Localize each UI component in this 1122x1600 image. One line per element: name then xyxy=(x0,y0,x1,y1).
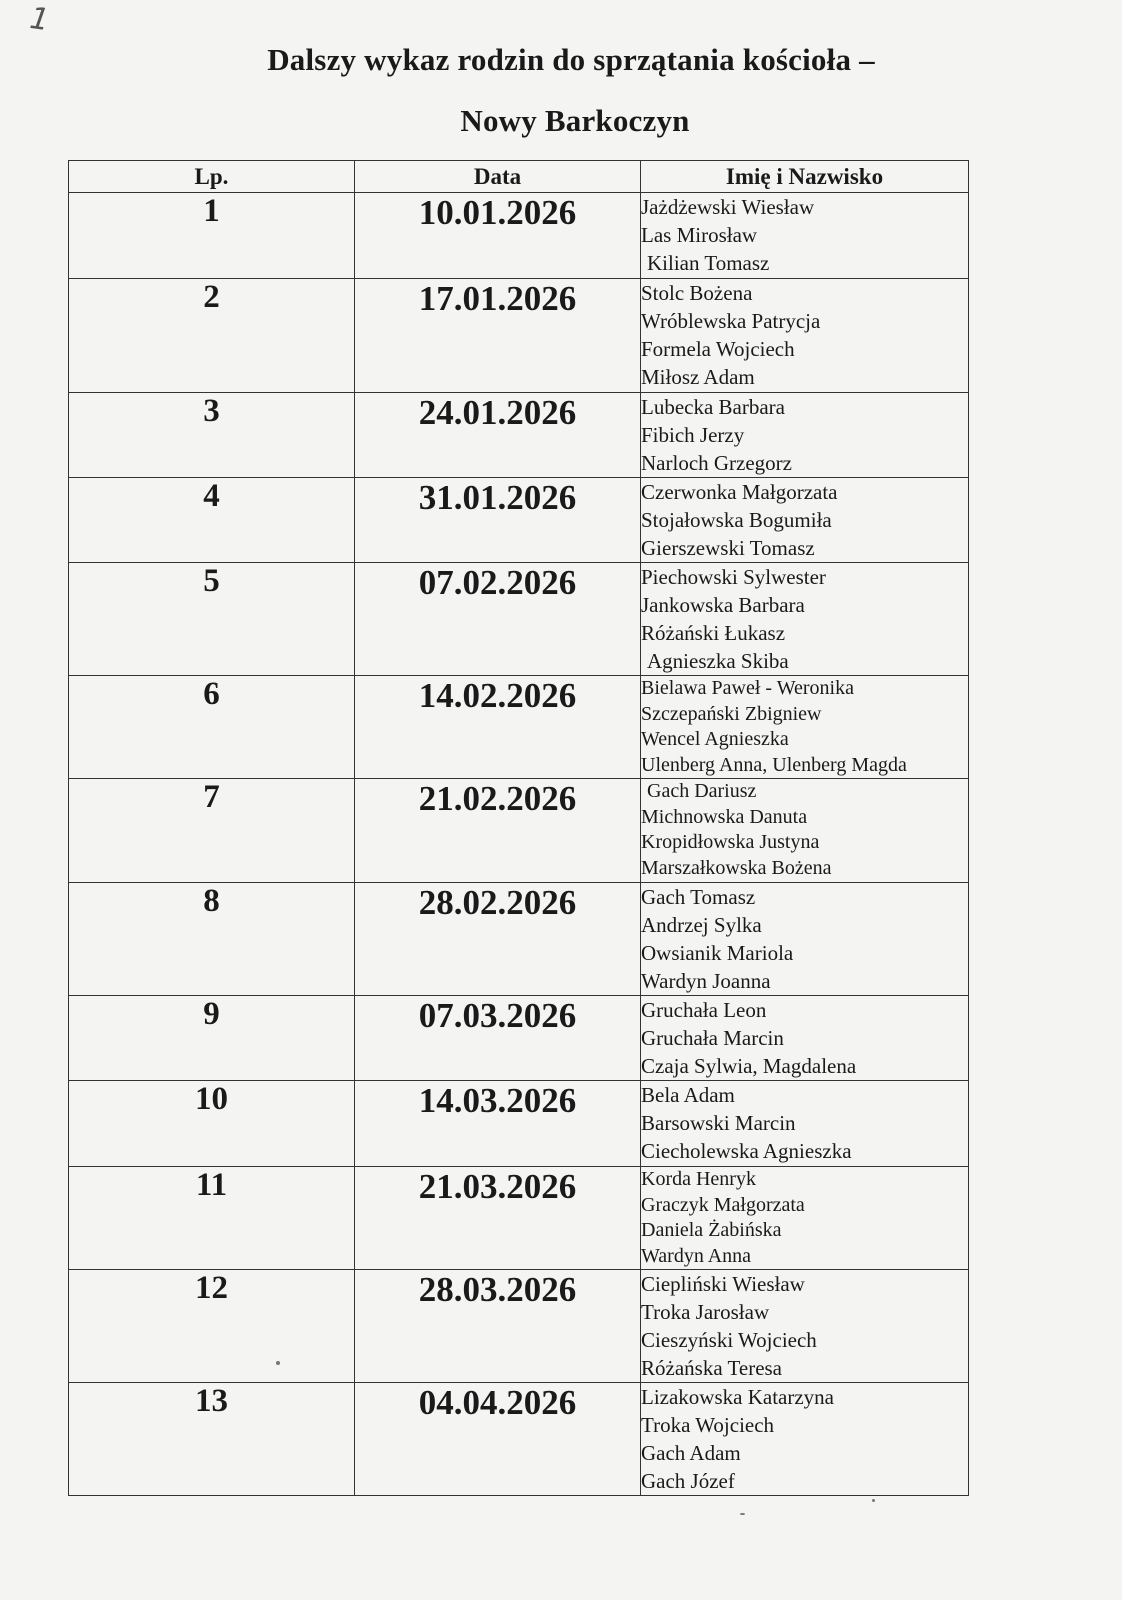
family-name: Ulenberg Anna, Ulenberg Magda xyxy=(641,753,907,776)
row-number: 1 xyxy=(69,193,355,279)
family-name: Wróblewska Patrycja xyxy=(641,309,821,333)
family-name: Barsowski Marcin xyxy=(641,1111,796,1135)
table-row xyxy=(69,883,969,996)
scan-speck xyxy=(276,1361,280,1365)
family-name: Bielawa Paweł - Weronika xyxy=(641,677,854,699)
family-name: Wencel Agnieszka xyxy=(641,728,789,750)
row-families xyxy=(641,779,969,883)
row-families xyxy=(641,1081,969,1167)
column-header-names: Imię i Nazwisko xyxy=(641,161,969,193)
row-number: 5 xyxy=(69,563,355,676)
family-name: Jankowska Barbara xyxy=(641,593,805,617)
row-families xyxy=(641,1270,969,1383)
family-name: Ciecholewska Agnieszka xyxy=(641,1139,852,1163)
row-date: 28.03.2026 xyxy=(355,1270,641,1383)
table-row xyxy=(69,478,969,563)
family-name: Graczyk Małgorzata xyxy=(641,1193,805,1216)
family-name: Gach Dariusz xyxy=(647,780,757,802)
family-name: Formela Wojciech xyxy=(641,337,795,361)
family-name: Jażdżewski Wiesław xyxy=(641,195,815,219)
table-row xyxy=(69,779,969,883)
family-name: Andrzej Sylka xyxy=(641,913,762,937)
row-number: 12 xyxy=(69,1270,355,1383)
family-name: Miłosz Adam xyxy=(641,365,755,389)
family-name: Wardyn Anna xyxy=(641,1244,752,1267)
family-name: Bela Adam xyxy=(641,1083,735,1107)
family-name: Agnieszka Skiba xyxy=(647,649,789,673)
row-number: 11 xyxy=(69,1167,355,1270)
row-date: 14.03.2026 xyxy=(355,1081,641,1167)
family-name: Gach Adam xyxy=(641,1441,741,1465)
family-name: Gruchała Leon xyxy=(641,998,767,1022)
family-name: Kropidłowska Justyna xyxy=(641,831,820,853)
row-families xyxy=(641,279,969,393)
row-date: 28.02.2026 xyxy=(355,883,641,996)
row-families xyxy=(641,393,969,478)
row-date: 21.03.2026 xyxy=(355,1167,641,1270)
row-families xyxy=(641,478,969,563)
row-date: 24.01.2026 xyxy=(355,393,641,478)
family-name: Stolc Bożena xyxy=(641,281,753,305)
row-date: 14.02.2026 xyxy=(355,676,641,779)
row-date: 10.01.2026 xyxy=(355,193,641,279)
family-name: Daniela Żabińska xyxy=(641,1219,782,1241)
scan-speck xyxy=(740,1513,745,1515)
table-row xyxy=(69,279,969,393)
row-date: 17.01.2026 xyxy=(355,279,641,393)
row-families xyxy=(641,563,969,676)
family-name: Gach Tomasz xyxy=(641,885,756,909)
family-name: Lubecka Barbara xyxy=(641,395,785,419)
cleaning-schedule-table xyxy=(68,160,969,1496)
column-header-date: Data xyxy=(355,161,641,193)
family-name: Las Mirosław xyxy=(641,223,758,247)
family-name: Piechowski Sylwester xyxy=(641,565,826,589)
row-number: 8 xyxy=(69,883,355,996)
table-row xyxy=(69,1383,969,1496)
page-number-mark: 1 xyxy=(27,0,52,39)
row-families xyxy=(641,996,969,1081)
row-number: 3 xyxy=(69,393,355,478)
column-header-lp: Lp. xyxy=(69,161,355,193)
row-number: 4 xyxy=(69,478,355,563)
family-name: Troka Wojciech xyxy=(641,1413,775,1437)
family-name: Ciepliński Wiesław xyxy=(641,1272,805,1296)
family-name: Stojałowska Bogumiła xyxy=(641,508,832,532)
table-row xyxy=(69,563,969,676)
row-date: 21.02.2026 xyxy=(355,779,641,883)
row-date: 31.01.2026 xyxy=(355,478,641,563)
row-number: 9 xyxy=(69,996,355,1081)
row-families xyxy=(641,1383,969,1496)
family-name: Czaja Sylwia, Magdalena xyxy=(641,1054,857,1078)
table-row xyxy=(69,1167,969,1270)
family-name: Michnowska Danuta xyxy=(641,805,808,828)
row-number: 6 xyxy=(69,676,355,779)
table-row xyxy=(69,676,969,779)
row-families xyxy=(641,676,969,779)
family-name: Wardyn Joanna xyxy=(641,969,771,993)
family-name: Troka Jarosław xyxy=(641,1300,770,1324)
family-name: Gierszewski Tomasz xyxy=(641,536,815,560)
row-date: 04.04.2026 xyxy=(355,1383,641,1496)
family-name: Owsianik Mariola xyxy=(641,941,794,965)
row-number: 10 xyxy=(69,1081,355,1167)
scan-speck xyxy=(872,1499,875,1502)
row-families xyxy=(641,193,969,279)
row-date: 07.02.2026 xyxy=(355,563,641,676)
document-title: Dalszy wykaz rodzin do sprzątania kościoła – xyxy=(267,42,875,77)
table-row xyxy=(69,1081,969,1167)
family-name: Różański Łukasz xyxy=(641,621,786,645)
family-name: Marszałkowska Bożena xyxy=(641,856,832,879)
row-number: 2 xyxy=(69,279,355,393)
family-name: Kilian Tomasz xyxy=(647,251,770,275)
family-name: Narloch Grzegorz xyxy=(641,451,792,475)
table-row xyxy=(69,193,969,279)
row-families xyxy=(641,883,969,996)
row-number: 7 xyxy=(69,779,355,883)
family-name: Gach Józef xyxy=(641,1469,735,1493)
family-name: Czerwonka Małgorzata xyxy=(641,480,838,504)
row-date: 07.03.2026 xyxy=(355,996,641,1081)
family-name: Szczepański Zbigniew xyxy=(641,702,822,725)
family-name: Gruchała Marcin xyxy=(641,1026,784,1050)
row-number: 13 xyxy=(69,1383,355,1496)
table-row xyxy=(69,996,969,1081)
family-name: Korda Henryk xyxy=(641,1168,756,1190)
table-header-row xyxy=(69,161,969,193)
family-name: Różańska Teresa xyxy=(641,1356,783,1380)
table-row xyxy=(69,393,969,478)
document-subtitle: Nowy Barkoczyn xyxy=(460,103,690,138)
family-name: Lizakowska Katarzyna xyxy=(641,1385,834,1409)
family-name: Cieszyński Wojciech xyxy=(641,1328,817,1352)
family-name: Fibich Jerzy xyxy=(641,423,745,447)
row-families xyxy=(641,1167,969,1270)
table-row xyxy=(69,1270,969,1383)
